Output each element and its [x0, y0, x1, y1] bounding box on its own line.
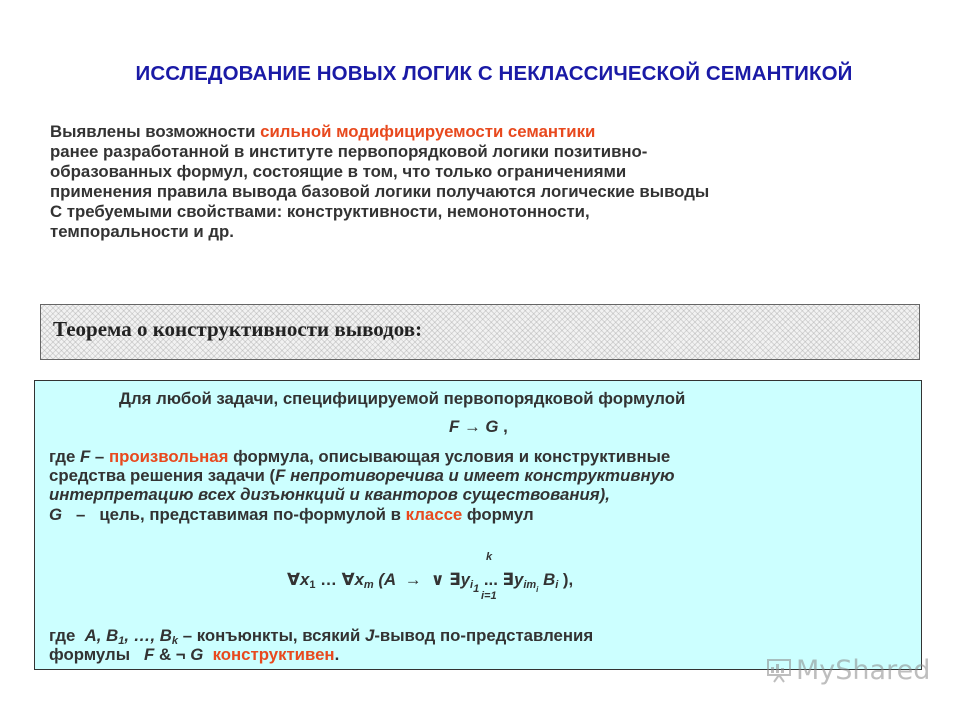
- intro-paragraph: [50, 122, 930, 242]
- theorem-statement-box: [34, 380, 922, 670]
- statement-line-3: где F – произвольная формула, описывающая условия и конструктивные: [49, 447, 671, 466]
- statement-line-8: где A, $B_1$, …, $B_k$ – конъюнкты, всякий J-вывод по-представления: [49, 626, 594, 647]
- class-highlight: классе: [405, 505, 463, 524]
- statement-line-5: интерпретацию всех дизъюнкций и кванторов существования),: [49, 485, 610, 504]
- presentation-icon: [766, 657, 792, 683]
- formula-quantified: $\forall x_1$ … $\forall x_m$ (A → ∨ $\exists y_{i1}$ ... $\exists y_{imi}$ $B_i$ ),: [287, 570, 574, 595]
- exists-symbol: ∃: [449, 570, 461, 589]
- watermark: [766, 655, 930, 686]
- forall-symbol-2: ∀: [341, 570, 355, 589]
- intro-line-6: темпоральности и др.: [50, 222, 234, 241]
- intro-line-5: С требуемыми свойствами: конструктивности, немонотонности,: [50, 202, 590, 221]
- statement-line-9: формулы F & ¬ G конструктивен.: [49, 645, 340, 664]
- watermark-text: MyShared: [796, 655, 931, 686]
- statement-line-4: средства решения задачи (F непротиворечива и имеет конструктивную: [49, 466, 675, 485]
- intro-highlight: сильной модифицируемости семантики: [260, 122, 596, 141]
- intro-line-1: Выявлены возможности сильной модифицируемости семантики: [50, 122, 596, 141]
- intro-line-3: образованных формул, состоящие в том, что только ограничениями: [50, 162, 627, 181]
- exists-symbol-2: ∃: [502, 570, 514, 589]
- disjunction-lower-limit: i=1: [481, 590, 497, 602]
- statement-line-6: G – цель, представимая по-формулой в классе формул: [49, 505, 534, 524]
- slide-title: ИССЛЕДОВАНИЕ НОВЫХ ЛОГИК С НЕКЛАССИЧЕСКОЙ СЕМАНТИКОЙ: [135, 62, 853, 85]
- implies-symbol: →: [463, 417, 481, 436]
- forall-symbol: ∀: [287, 570, 300, 589]
- theorem-box: [40, 304, 920, 360]
- intro-line-4: применения правила вывода базовой логики получаются логические выводы: [50, 182, 710, 201]
- disjunction-upper-limit: k: [486, 551, 493, 563]
- disjunction-symbol: ∨: [430, 570, 445, 589]
- constructive-highlight: конструктивен: [203, 645, 335, 664]
- statement-line-1: Для любой задачи, специфицируемой первопорядковой формулой: [119, 389, 686, 408]
- intro-line-2: ранее разработанной в институте первопорядковой логики позитивно-: [50, 142, 648, 161]
- arbitrary-highlight: произвольная: [108, 447, 229, 466]
- formula-f-implies-g: F → G ,: [449, 417, 508, 436]
- theorem-title: Теорема о конструктивности выводов:: [53, 317, 423, 341]
